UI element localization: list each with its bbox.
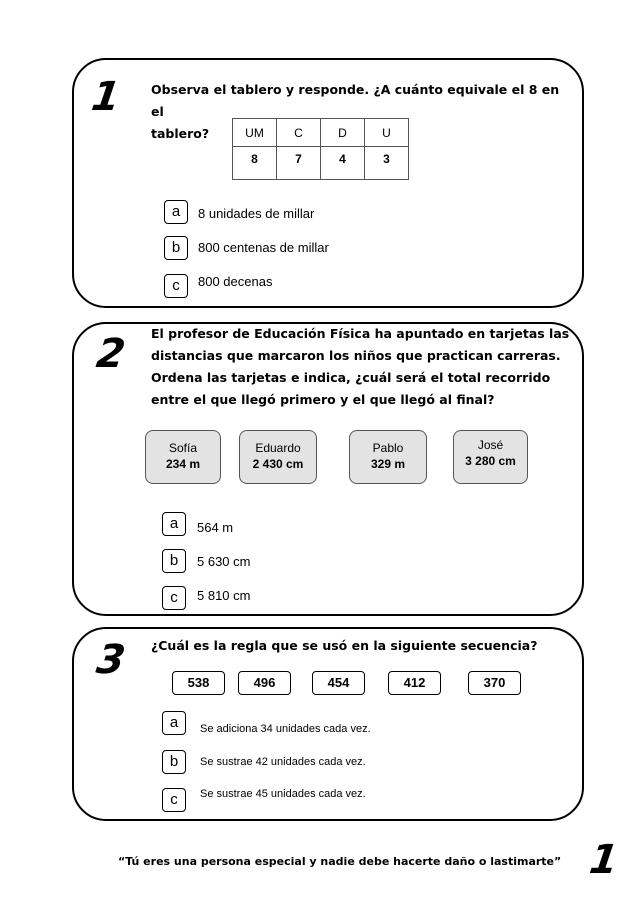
question-3-text: ¿Cuál es la regla que se usó en la siguiente secuencia? — [151, 638, 538, 653]
card-sofia — [145, 430, 221, 484]
q3-option-a-box[interactable]: a — [162, 711, 186, 735]
question-2-text: El profesor de Educación Física ha apuntado en tarjetas las distancias que marcaron los niños que practican carreras. Ordena las tarjetas e indica, ¿cuál será el total recorrido entre el que llegó primero y el que llegó al final? — [151, 326, 570, 407]
q3-option-b-text: Se sustrae 42 unidades cada vez. — [200, 756, 366, 768]
card-distance: 2 430 cm — [252, 457, 304, 471]
card-name: Eduardo — [255, 441, 301, 455]
q2-option-b-text: 5 630 cm — [197, 554, 251, 569]
q1-option-c-text: 800 decenas — [198, 274, 273, 289]
question-1-number: 1 — [88, 74, 123, 120]
q3-option-b-box[interactable]: b — [162, 750, 186, 774]
card-distance: 329 m — [370, 457, 406, 471]
q3-option-c-text: Se sustrae 45 unidades cada vez. — [200, 788, 366, 800]
card-jose — [453, 430, 528, 484]
place-value-table — [232, 118, 409, 180]
q2-option-a-text: 564 m — [197, 520, 234, 535]
question-3-number: 3 — [93, 637, 128, 683]
table-value-d: 4 — [321, 147, 365, 180]
page-number: 1 — [586, 837, 621, 883]
q3-option-a-text: Se adiciona 34 unidades cada vez. — [200, 723, 371, 735]
table-value-um: 8 — [233, 147, 277, 180]
q2-option-a-box[interactable]: a — [162, 512, 186, 536]
table-header-u: U — [365, 119, 409, 147]
card-pablo — [349, 430, 427, 484]
question-2-number: 2 — [93, 331, 128, 377]
table-value-c: 7 — [277, 147, 321, 180]
q1-option-a-text: 8 unidades de millar — [198, 206, 315, 221]
sequence-item: 412 — [388, 671, 441, 695]
sequence-item: 538 — [172, 671, 225, 695]
q1-option-b-text: 800 centenas de millar — [198, 240, 329, 255]
question-1-text: Observa el tablero y responde. ¿A cuánto equivale el 8 en el tablero? — [151, 82, 560, 141]
card-name: José — [477, 438, 504, 452]
card-name: Sofía — [168, 441, 198, 455]
card-distance: 3 280 cm — [465, 454, 516, 468]
card-eduardo — [239, 430, 317, 484]
footer-quote: “Tú eres una persona especial y nadie debe hacerte daño o lastimarte” — [118, 855, 562, 868]
q2-option-b-box[interactable]: b — [162, 549, 186, 573]
card-distance: 234 m — [165, 457, 201, 471]
table-header-d: D — [321, 119, 365, 147]
q3-option-c-box[interactable]: c — [162, 788, 186, 812]
sequence-item: 496 — [238, 671, 291, 695]
sequence-item: 370 — [468, 671, 521, 695]
table-header-c: C — [277, 119, 321, 147]
table-header-um: UM — [233, 119, 277, 147]
card-name: Pablo — [372, 441, 404, 455]
table-value-u: 3 — [365, 147, 409, 180]
q1-option-c-box[interactable]: c — [164, 274, 188, 298]
q2-option-c-box[interactable]: c — [162, 586, 186, 610]
sequence-item: 454 — [312, 671, 365, 695]
q1-option-b-box[interactable]: b — [164, 236, 188, 260]
q1-option-a-box[interactable]: a — [164, 200, 188, 224]
q2-option-c-text: 5 810 cm — [197, 588, 251, 603]
